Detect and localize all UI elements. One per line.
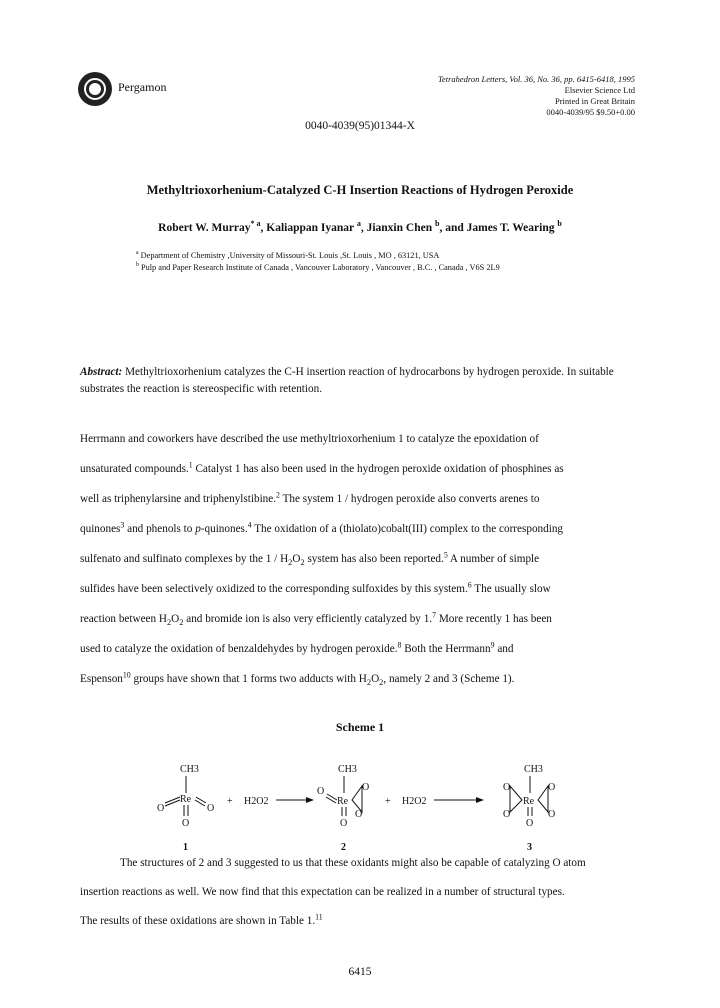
plus-2: + <box>385 796 391 807</box>
page-number: 6415 <box>348 966 372 978</box>
journal-citation: Tetrahedron Letters, Vol. 36, No. 36, pp. 6415-6418, 1995 <box>437 74 635 84</box>
publisher-logo <box>78 72 112 106</box>
compound-2-o-left: O <box>317 786 325 797</box>
compound-1-structure <box>157 764 214 829</box>
journal-printed: Printed in Great Britain <box>554 96 635 106</box>
compound-2-ch3: CH3 <box>338 764 357 775</box>
abstract-text: Methyltrioxorhenium catalyzes the C-H insertion reaction of hydrocarbons by hydrogen peroxide. In suitable substrates the reaction is stereospecific with retention. <box>80 366 614 395</box>
compound-2-o-upper: O <box>362 782 370 793</box>
publisher-name: Pergamon <box>118 80 167 94</box>
ref-1: 1 <box>188 460 193 470</box>
affiliation-a-text: Department of Chemistry ,University of Missouri-St. Louis ,St. Louis , MO , 63121, USA <box>140 251 440 260</box>
compound-3-o-bottom: O <box>526 818 534 829</box>
author-2: , Kaliappan Iyanar <box>260 222 354 234</box>
compound-1-o-left: O <box>157 803 165 814</box>
after-line-3: The results of these oxidations are shown in Table 1.11 <box>80 912 323 927</box>
compound-3-o-lower-left: O <box>503 809 511 820</box>
author-3: , Jianxin Chen <box>360 222 433 234</box>
compound-1-o-right: O <box>207 803 215 814</box>
author-1-mark: * a <box>250 219 261 229</box>
body-line-9: Espenson$^{10}$ groups have shown that 1 forms two adducts with $H_2O_2$, namely 2 and 3 (Scheme 1). <box>80 670 515 688</box>
scheme-title: Scheme 1 <box>335 720 385 734</box>
reagent-2: H2O2 <box>402 796 427 807</box>
compound-2-structure <box>317 764 369 829</box>
compound-3-structure <box>503 764 555 829</box>
compound-2-re: Re <box>337 796 349 807</box>
body-line-5: sulfenato and sulfinato complexes by the $1 / H_2O_2$ system has also been reported.$^5$ A number of simple <box>80 550 540 568</box>
compound-3-label: 3 <box>527 842 532 853</box>
journal-info <box>438 74 635 118</box>
compound-1-o-bottom: O <box>182 818 190 829</box>
author-4: , and James T. Wearing <box>439 222 555 234</box>
compound-3-o-upper-left: O <box>503 782 511 793</box>
paper-title: Methyltrioxorhenium-Catalyzed C-H Insertion Reactions of Hydrogen Peroxide <box>146 183 574 197</box>
compound-1-label: 1 <box>183 842 188 853</box>
affiliation-b-text: Pulp and Paper Research Institute of Canada , Vancouver Laboratory , Vancouver , B.C. , Canada , V6S 2L9 <box>140 263 500 272</box>
ref-11: 11 <box>315 912 323 922</box>
after-line-2: insertion reactions as well. We now find that this expectation can be realized in a number of structural types. <box>80 886 565 898</box>
abstract <box>80 364 650 398</box>
ref-6: 6 <box>467 580 472 590</box>
doi: 0040-4039(95)01344-X <box>305 120 415 132</box>
plus-1: + <box>227 796 233 807</box>
ref-8: 8 <box>397 640 402 650</box>
compound-2-o-lower: O <box>355 809 363 820</box>
body-line-6: sulfides have been selectively oxidized to the corresponding sulfoxides by this system.$^6$ The usually slow <box>80 580 551 595</box>
ref-7: 7 <box>432 610 437 620</box>
ref-3: 3 <box>120 520 125 530</box>
affiliation-b-mark: b <box>136 262 139 269</box>
scheme-1-diagram <box>0 760 720 860</box>
ref-5: 5 <box>443 550 448 560</box>
compound-2-label: 2 <box>341 842 346 853</box>
body-line-7: reaction between $H_2O_2$ and bromide ion is also very efficiently catalyzed by 1.$^7$ More recently 1 has been <box>80 610 552 628</box>
author-3-mark: b <box>434 219 440 229</box>
compound-1-re: Re <box>180 794 192 805</box>
compound-3-ch3: CH3 <box>524 764 543 775</box>
body-line-1: Herrmann and coworkers have described the use methyltrioxorhenium 1 to catalyze the epoxidation of <box>80 433 539 445</box>
body-line-3: well as triphenylarsine and triphenylstibine.$^2$ The system 1 / hydrogen peroxide also converts arenes to <box>80 490 540 505</box>
affiliation-a-mark: a <box>136 250 139 257</box>
compound-3-re: Re <box>523 796 535 807</box>
author-1: Robert W. Murray <box>158 222 251 234</box>
ref-4: 4 <box>247 520 252 530</box>
author-4-mark: b <box>557 219 562 229</box>
compound-2-o-bottom: O <box>340 818 348 829</box>
body-line-8: used to catalyze the oxidation of benzaldehydes by hydrogen peroxide.$^8$ Both the Herrmann$^9$ and <box>80 640 514 655</box>
ref-10: 10 <box>122 670 131 680</box>
ref-2: 2 <box>276 490 280 500</box>
ref-9: 9 <box>490 640 495 650</box>
journal-publisher: Elsevier Science Ltd <box>564 85 635 95</box>
abstract-label: Abstract: <box>80 366 123 378</box>
affiliation-a <box>136 251 439 260</box>
journal-price: 0040-4039/95 $9.50+0.00 <box>546 107 635 117</box>
body-line-4: quinones$^3$ and phenols to p-quinones.$^4$ The oxidation of a (thiolato)cobalt(III) complex to the corresponding <box>80 520 564 535</box>
author-list <box>0 219 720 234</box>
reagent-1: H2O2 <box>244 796 269 807</box>
after-line-1: The structures of 2 and 3 suggested to us that these oxidants might also be capable of catalyzing O atom <box>120 857 586 869</box>
author-2-mark: a <box>356 219 361 229</box>
compound-3-o-lower-right: O <box>548 809 556 820</box>
compound-1-ch3: CH3 <box>180 764 199 775</box>
body-line-2: unsaturated compounds.$^1$ Catalyst 1 has also been used in the hydrogen peroxide oxidation of phosphines as <box>80 460 564 475</box>
compound-3-o-upper-right: O <box>548 782 556 793</box>
affiliation-b <box>136 263 500 272</box>
